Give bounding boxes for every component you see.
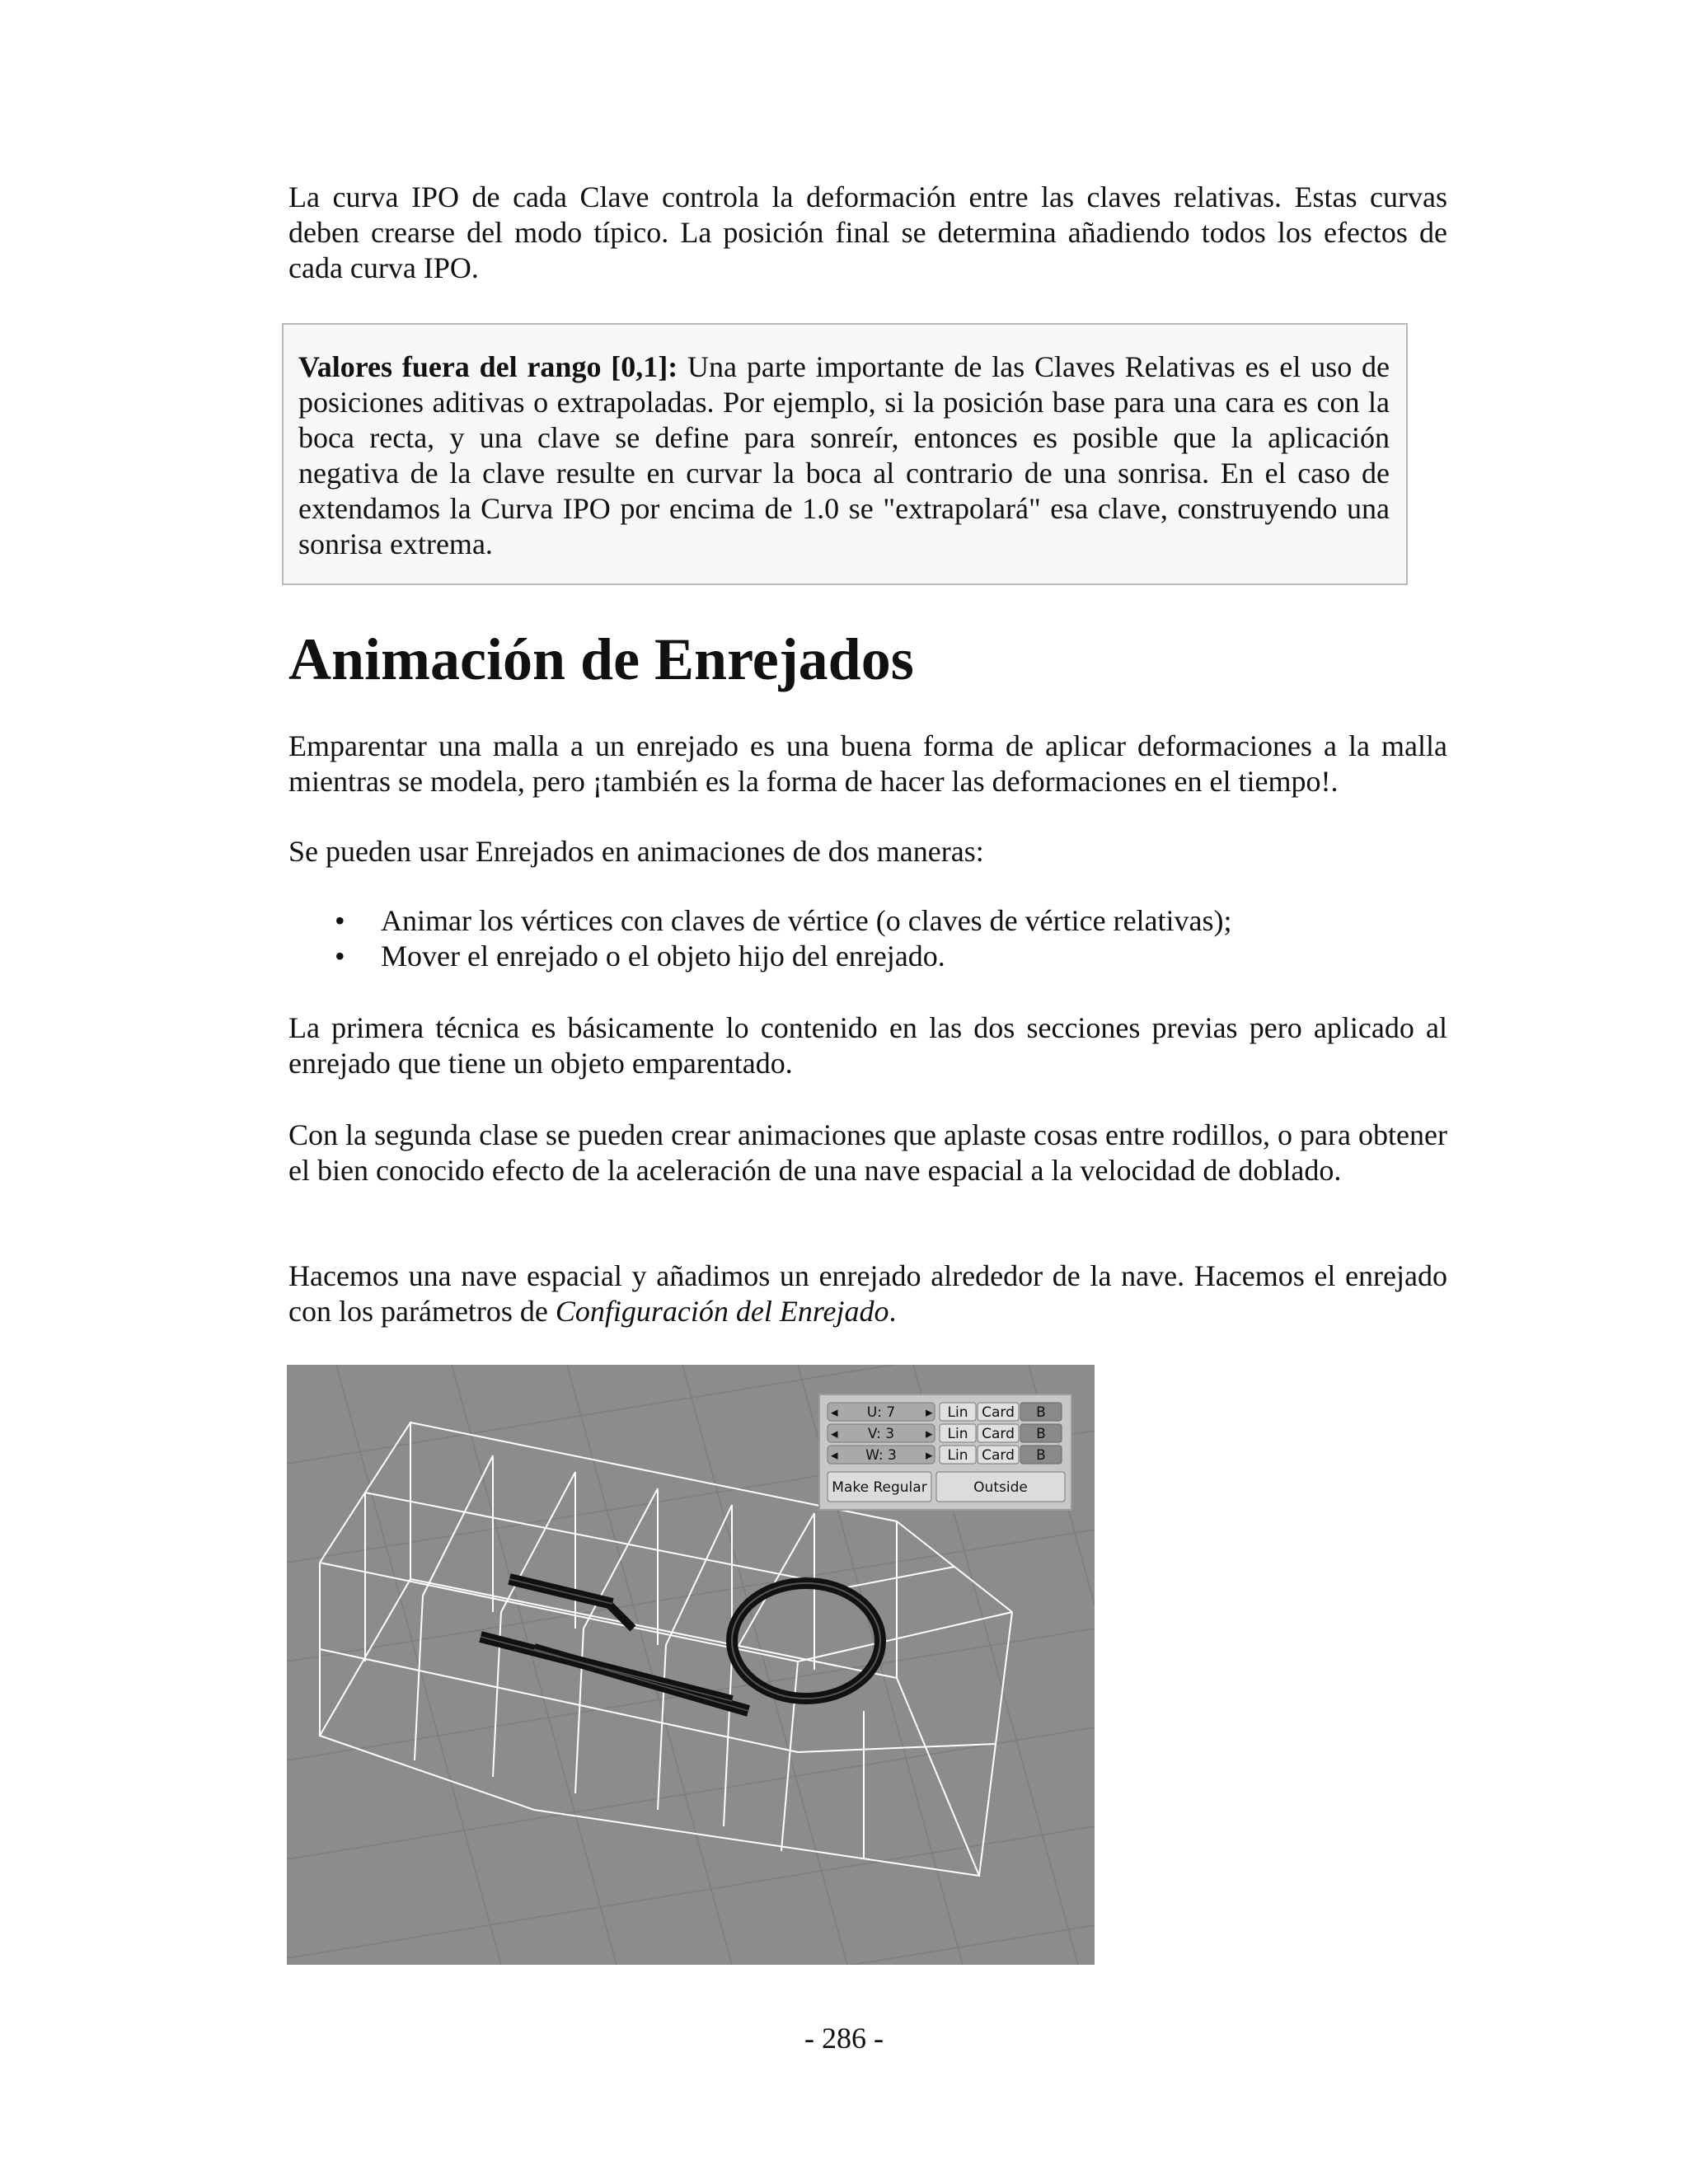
paragraph-1: Emparentar una malla a un enrejado es una buena forma de aplicar deformaciones a la malla mientras se modela, pero ¡también es la forma de hacer las deformaciones en el tiempo!.	[288, 729, 1447, 798]
w-lin-label: Lin	[947, 1447, 968, 1464]
paragraph-4: Con la segunda clase se pueden crear animaciones que aplaste cosas entre rodillos, o para obtener el bien conocido efecto de la aceleración de una nave espacial a la velocidad de doblado.	[288, 1118, 1447, 1187]
chevron-right-icon: ▸	[926, 1447, 933, 1464]
viewport-figure	[287, 1365, 1095, 1965]
row-v	[828, 1424, 1062, 1442]
v-lin-label: Lin	[947, 1426, 968, 1442]
list-item-text: Animar los vértices con claves de vértice (o claves de vértice relativas);	[381, 904, 1232, 937]
outside-label: Outside	[973, 1479, 1028, 1496]
intro-paragraph: La curva IPO de cada Clave controla la deformación entre las claves relativas. Estas curvas deben crearse del modo típico. La posición final se determina añadiendo todos los efectos de cada curva IPO.	[288, 180, 1447, 284]
list-item	[288, 939, 1447, 974]
note-box	[282, 323, 1408, 585]
chevron-left-icon: ◂	[831, 1426, 838, 1442]
chevron-left-icon: ◂	[831, 1404, 838, 1421]
bullet-icon: •	[335, 940, 345, 972]
row-w	[828, 1446, 1062, 1464]
list-item-text: Mover el enrejado o el objeto hijo del enrejado.	[381, 940, 945, 972]
v-card-label: Card	[982, 1426, 1015, 1442]
section-heading: Animación de Enrejados	[288, 626, 914, 692]
note-body: Una parte importante de las Claves Relativas es el uso de posiciones aditivas o extrapoladas. Por ejemplo, si la posición base para una cara es con la boca recta, y una clave se define para sonreír, entonces es posible que la aplicación negativa de la clave resulte en curvar la boca al contrario de una sonrisa. En el caso de extendamos la Curva IPO por encima de 1.0 se "extrapolará" esa clave, construyendo una sonrisa extrema.	[298, 350, 1390, 560]
lattice-screenshot	[287, 1365, 1095, 1965]
note-text	[298, 349, 1390, 562]
chevron-right-icon: ▸	[926, 1426, 933, 1442]
lattice-settings-panel	[819, 1394, 1071, 1510]
make-regular-label: Make Regular	[832, 1479, 927, 1496]
note-label: Valores fuera del rango [0,1]:	[298, 350, 678, 383]
chevron-left-icon: ◂	[831, 1447, 838, 1464]
v-b-label: B	[1036, 1426, 1046, 1442]
paragraph-5-text: Hacemos una nave espacial y añadimos un enrejado alrededor de la nave. Hacemos el enrejado con los parámetros de	[288, 1259, 1447, 1328]
v-resolution-label: V: 3	[867, 1426, 895, 1442]
bullet-list	[288, 903, 1447, 974]
list-item	[288, 903, 1447, 939]
row-u	[828, 1403, 1062, 1421]
paragraph-2: Se pueden usar Enrejados en animaciones de dos maneras:	[288, 835, 984, 868]
u-resolution-label: U: 7	[866, 1404, 896, 1421]
bullet-icon: •	[335, 904, 345, 937]
paragraph-5-italic: Configuración del Enrejado	[555, 1295, 889, 1328]
u-card-label: Card	[982, 1404, 1015, 1421]
paragraph-3: La primera técnica es básicamente lo contenido en las dos secciones previas pero aplicado al enrejado que tiene un objeto emparentado.	[288, 1011, 1447, 1080]
w-b-label: B	[1036, 1447, 1046, 1464]
paragraph-5	[288, 1258, 1447, 1329]
u-lin-label: Lin	[947, 1404, 968, 1421]
w-resolution-label: W: 3	[865, 1447, 897, 1464]
chevron-right-icon: ▸	[926, 1404, 933, 1421]
page-number: - 286 -	[804, 2022, 884, 2055]
w-card-label: Card	[982, 1447, 1015, 1464]
paragraph-5-end: .	[889, 1295, 897, 1328]
u-b-label: B	[1036, 1404, 1046, 1421]
